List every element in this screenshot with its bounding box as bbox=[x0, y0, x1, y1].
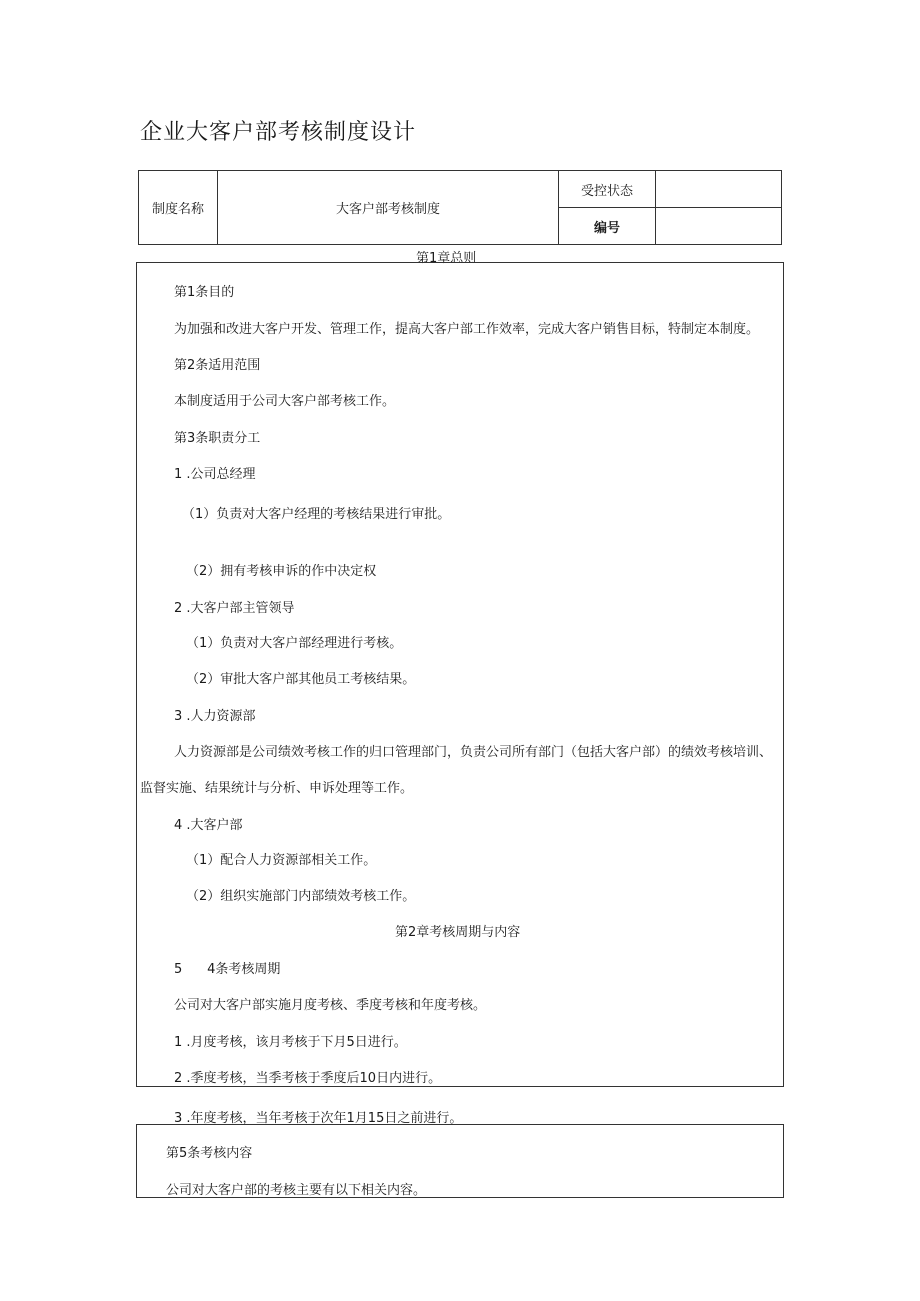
text-line: 第1条目的 bbox=[174, 285, 235, 300]
status-label: 受控状态 bbox=[559, 171, 656, 208]
text-line: 3 .人力资源部 bbox=[174, 709, 256, 724]
number-value bbox=[656, 208, 782, 245]
name-value: 大客户部考核制度 bbox=[218, 171, 559, 245]
text-line: （1）负责对大客户经理的考核结果进行审批。 bbox=[182, 507, 451, 522]
header-table bbox=[138, 170, 782, 245]
chapter1-heading: 第1章总则 bbox=[416, 251, 477, 266]
text-line: 人力资源部是公司绩效考核工作的归口管理部门，负责公司所有部门（包括大客户部）的绩效考核培训、 bbox=[174, 745, 773, 760]
text-line: 为加强和改进大客户开发、管理工作，提高大客户部工作效率，完成大客户销售目标，特制定本制度。 bbox=[174, 322, 760, 337]
text-line: 第3条职责分工 bbox=[174, 431, 261, 446]
text-line: 第2条适用范围 bbox=[174, 358, 261, 373]
text-line: 5 4条考核周期 bbox=[174, 962, 281, 977]
text-line: （2）组织实施部门内部绩效考核工作。 bbox=[186, 889, 416, 904]
text-line: 本制度适用于公司大客户部考核工作。 bbox=[174, 394, 396, 409]
text-line: （2）拥有考核申诉的作中决定权 bbox=[186, 564, 377, 579]
text-line: 2 .大客户部主管领导 bbox=[174, 601, 295, 616]
name-label: 制度名称 bbox=[139, 171, 218, 245]
text-line: 4 .大客户部 bbox=[174, 818, 243, 833]
text-line: 1 .公司总经理 bbox=[174, 467, 256, 482]
text-line: 2 .季度考核，当季考核于季度后10日内进行。 bbox=[174, 1071, 442, 1086]
text-line: 第5条考核内容 bbox=[166, 1146, 253, 1161]
text-line: （1）配合人力资源部相关工作。 bbox=[186, 853, 377, 868]
text-line: 公司对大客户部的考核主要有以下相关内容。 bbox=[166, 1183, 427, 1198]
number-label: 编号 bbox=[559, 208, 656, 245]
text-line: （2）审批大客户部其他员工考核结果。 bbox=[186, 672, 416, 687]
text-line: 1 .月度考核，该月考核于下月5日进行。 bbox=[174, 1035, 407, 1050]
chapter2-heading: 第2章考核周期与内容 bbox=[395, 925, 521, 940]
page-title: 企业大客户部考核制度设计 bbox=[140, 120, 417, 145]
text-line: （1）负责对大客户部经理进行考核。 bbox=[186, 636, 403, 651]
status-value bbox=[656, 171, 782, 208]
text-line: 公司对大客户部实施月度考核、季度考核和年度考核。 bbox=[174, 998, 487, 1013]
text-line: 监督实施、结果统计与分析、申诉处理等工作。 bbox=[140, 781, 414, 796]
text-line: 3 .年度考核，当年考核于次年1月15日之前进行。 bbox=[174, 1111, 463, 1126]
